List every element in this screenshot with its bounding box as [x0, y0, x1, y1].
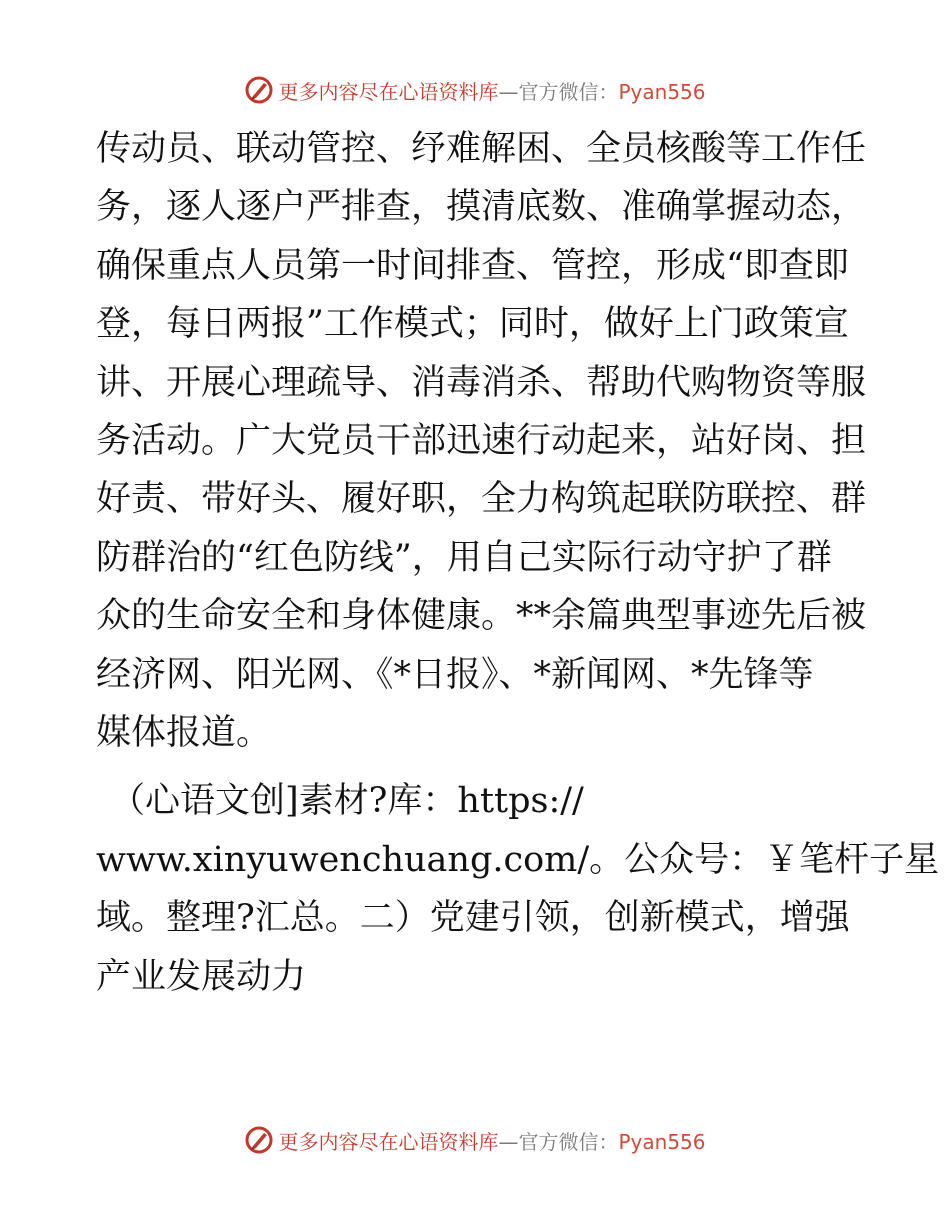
text-line: 众的生命安全和身体健康。**余篇典型事迹先后被 — [96, 596, 867, 637]
paragraph-1 — [96, 120, 867, 762]
text-line: 好责、带好头、履好职，全力构筑起联防联控、群 — [96, 479, 867, 520]
header-watermark-text — [278, 76, 705, 105]
text-line: www.xinyuwenchuang.com/。公众号：￥笔杆子星 — [96, 839, 940, 880]
text-line: 域。整理?汇总。二）党建引领，创新模式，增强 — [96, 898, 850, 939]
banner-handle: Pyan556 — [618, 79, 706, 104]
banner-brand: 更多内容尽在心语资料库 — [278, 79, 499, 104]
banner-brand: 更多内容尽在心语资料库 — [278, 1129, 499, 1154]
text-line: （心语文创]素材?库：https:// — [110, 781, 584, 822]
banner-official-label: —官方微信： — [498, 1129, 619, 1154]
banner-handle: Pyan556 — [618, 1129, 706, 1154]
text-line: 经济网、阳光网、《*日报》、*新闻网、*先锋等 — [96, 654, 814, 695]
text-line: 务，逐人逐户严排查，摸清底数、准确掌握动态， — [96, 187, 867, 228]
footer-watermark-banner — [0, 1120, 950, 1160]
quill-pen-logo-icon — [244, 1125, 274, 1155]
quill-pen-logo-icon — [244, 75, 274, 105]
text-line: 登，每日两报”工作模式；同时，做好上门政策宣 — [96, 304, 849, 345]
text-line: 防群治的“红色防线”，用自己实际行动守护了群 — [96, 537, 832, 578]
document-body — [96, 120, 940, 1006]
text-line: 媒体报道。 — [96, 713, 272, 754]
text-line: 产业发展动力 — [96, 956, 307, 997]
header-watermark-banner — [0, 70, 950, 110]
text-line: 传动员、联动管控、纾难解困、全员核酸等工作任 — [96, 129, 867, 169]
paragraph-2 — [96, 772, 940, 1006]
text-line: 确保重点人员第一时间排查、管控，形成“即查即 — [96, 245, 849, 286]
text-line: 务活动。广大党员干部迅速行动起来，站好岗、担 — [96, 421, 867, 462]
footer-watermark-text — [278, 1126, 705, 1155]
banner-official-label: —官方微信： — [498, 79, 619, 104]
text-line: 讲、开展心理疏导、消毒消杀、帮助代购物资等服 — [96, 362, 867, 403]
